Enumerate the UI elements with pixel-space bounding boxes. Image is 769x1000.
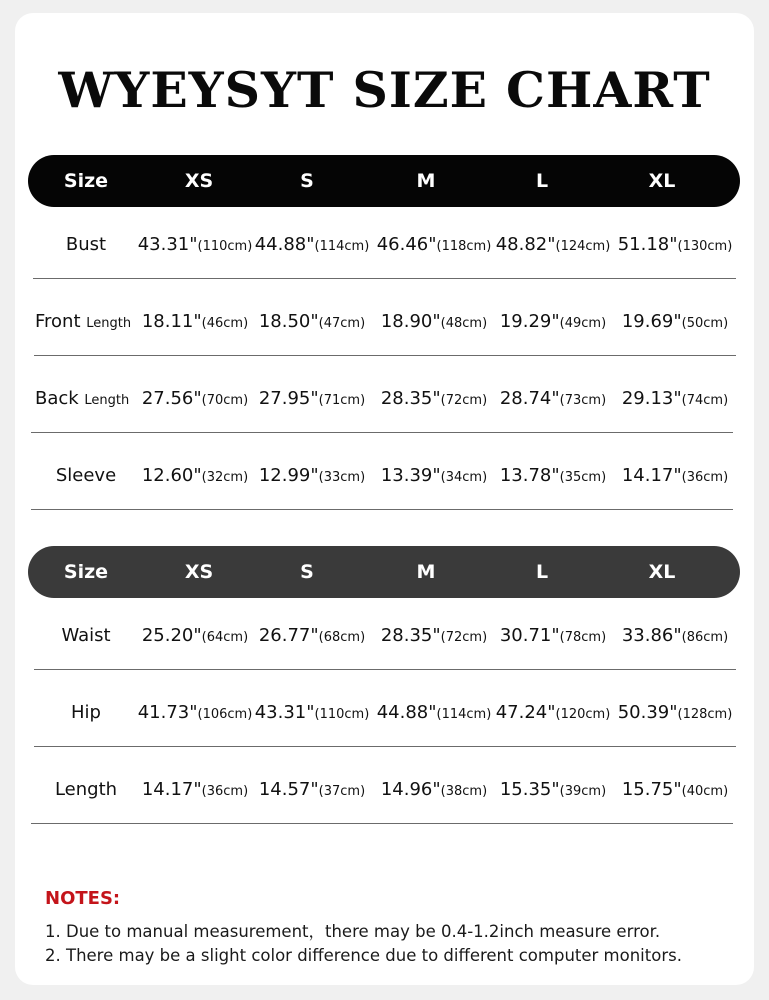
header-size-l: L <box>535 561 549 583</box>
measurement-cm: (72cm) <box>440 393 488 408</box>
measurement-cm: (37cm) <box>318 784 366 799</box>
table-header-top <box>28 155 740 207</box>
measurement-cm: (48cm) <box>440 316 488 331</box>
measurement-cm: (32cm) <box>201 470 249 485</box>
measurement-cell: 47.24"(120cm) <box>495 702 611 723</box>
measurement-cell: 13.78"(35cm) <box>499 465 607 486</box>
row-label: Front Length <box>35 311 132 332</box>
measurement-cm: (118cm) <box>436 239 492 254</box>
measurement-cell: 28.35"(72cm) <box>380 625 488 646</box>
measurement-cell: 14.96"(38cm) <box>380 779 488 800</box>
measurement-cell: 44.88"(114cm) <box>254 234 370 255</box>
row-divider <box>34 355 736 356</box>
row-divider <box>33 278 736 279</box>
header-size-xs: XS <box>184 170 214 192</box>
measurement-cell: 44.88"(114cm) <box>376 702 492 723</box>
table-row <box>0 616 769 656</box>
header-size-xl: XL <box>648 170 676 192</box>
measurement-cm: (68cm) <box>318 630 366 645</box>
measurement-cell: 43.31"(110cm) <box>137 234 253 255</box>
measurement-cm: (39cm) <box>559 784 607 799</box>
measurement-cm: (33cm) <box>318 470 366 485</box>
measurement-cell: 12.60"(32cm) <box>141 465 249 486</box>
row-divider <box>34 669 736 670</box>
row-divider <box>34 746 736 747</box>
measurement-cm: (74cm) <box>681 393 729 408</box>
header-size-m: M <box>416 561 436 583</box>
measurement-cell: 29.13"(74cm) <box>621 388 729 409</box>
header-size-m: M <box>416 170 436 192</box>
table-row <box>0 302 769 342</box>
measurement-cm: (35cm) <box>559 470 607 485</box>
measurement-cm: (46cm) <box>201 316 249 331</box>
row-sublabel: Length <box>86 316 132 331</box>
measurement-cell: 43.31"(110cm) <box>254 702 370 723</box>
measurement-cell: 27.56"(70cm) <box>141 388 249 409</box>
table-row <box>0 456 769 496</box>
row-label: Hip <box>71 702 101 723</box>
page-title: WYEYSYT SIZE CHART <box>58 61 711 119</box>
measurement-cm: (86cm) <box>681 630 729 645</box>
measurement-cell: 14.17"(36cm) <box>141 779 249 800</box>
row-label: Waist <box>61 625 111 646</box>
row-label: Back Length <box>35 388 130 409</box>
table-row <box>0 770 769 810</box>
measurement-cm: (36cm) <box>681 470 729 485</box>
measurement-cm: (128cm) <box>677 707 733 722</box>
notes-title: NOTES: <box>45 888 121 909</box>
measurement-cell: 26.77"(68cm) <box>258 625 366 646</box>
measurement-cell: 18.11"(46cm) <box>141 311 249 332</box>
measurement-cm: (73cm) <box>559 393 607 408</box>
measurement-cm: (110cm) <box>314 707 370 722</box>
measurement-cell: 33.86"(86cm) <box>621 625 729 646</box>
header-size-label: Size <box>63 170 109 192</box>
measurement-cell: 15.35"(39cm) <box>499 779 607 800</box>
row-divider <box>31 509 733 510</box>
measurement-cell: 27.95"(71cm) <box>258 388 366 409</box>
measurement-cm: (114cm) <box>436 707 492 722</box>
measurement-cm: (40cm) <box>681 784 729 799</box>
measurement-cell: 19.69"(50cm) <box>621 311 729 332</box>
header-size-s: S <box>300 561 314 583</box>
table-row <box>0 225 769 265</box>
row-divider <box>31 432 733 433</box>
measurement-cm: (34cm) <box>440 470 488 485</box>
table-row <box>0 693 769 733</box>
measurement-cm: (38cm) <box>440 784 488 799</box>
table-row <box>0 379 769 419</box>
header-size-s: S <box>300 170 314 192</box>
measurement-cell: 25.20"(64cm) <box>141 625 249 646</box>
measurement-cell: 13.39"(34cm) <box>380 465 488 486</box>
measurement-cell: 14.57"(37cm) <box>258 779 366 800</box>
row-label: Sleeve <box>55 465 117 486</box>
measurement-cell: 18.90"(48cm) <box>380 311 488 332</box>
header-size-xl: XL <box>648 561 676 583</box>
measurement-cm: (114cm) <box>314 239 370 254</box>
row-label: Length <box>54 779 118 800</box>
measurement-cell: 18.50"(47cm) <box>258 311 366 332</box>
row-sublabel: Length <box>84 393 130 408</box>
measurement-cell: 12.99"(33cm) <box>258 465 366 486</box>
row-divider <box>31 823 733 824</box>
header-size-label: Size <box>63 561 109 583</box>
measurement-cm: (72cm) <box>440 630 488 645</box>
measurement-cm: (50cm) <box>681 316 729 331</box>
note-1: 1. Due to manual measurement，there may be 0.4-1.2inch measure error. <box>45 922 661 941</box>
row-label: Bust <box>65 234 107 255</box>
measurement-cell: 51.18"(130cm) <box>617 234 733 255</box>
measurement-cell: 41.73"(106cm) <box>137 702 253 723</box>
note-2: 2. There may be a slight color difference due to different computer monitors. <box>45 946 682 965</box>
measurement-cell: 30.71"(78cm) <box>499 625 607 646</box>
measurement-cell: 48.82"(124cm) <box>495 234 611 255</box>
measurement-cm: (36cm) <box>201 784 249 799</box>
measurement-cm: (78cm) <box>559 630 607 645</box>
measurement-cell: 28.35"(72cm) <box>380 388 488 409</box>
measurement-cell: 19.29"(49cm) <box>499 311 607 332</box>
measurement-cm: (106cm) <box>197 707 253 722</box>
header-size-xs: XS <box>184 561 214 583</box>
measurement-cell: 50.39"(128cm) <box>617 702 733 723</box>
table-header-bottom <box>28 546 740 598</box>
measurement-cm: (124cm) <box>555 239 611 254</box>
measurement-cm: (71cm) <box>318 393 366 408</box>
measurement-cm: (120cm) <box>555 707 611 722</box>
measurement-cm: (110cm) <box>197 239 253 254</box>
measurement-cm: (64cm) <box>201 630 249 645</box>
measurement-cm: (49cm) <box>559 316 607 331</box>
measurement-cell: 15.75"(40cm) <box>621 779 729 800</box>
measurement-cm: (47cm) <box>318 316 366 331</box>
measurement-cm: (70cm) <box>201 393 249 408</box>
measurement-cell: 46.46"(118cm) <box>376 234 492 255</box>
header-size-l: L <box>535 170 549 192</box>
measurement-cell: 14.17"(36cm) <box>621 465 729 486</box>
measurement-cell: 28.74"(73cm) <box>499 388 607 409</box>
measurement-cm: (130cm) <box>677 239 733 254</box>
